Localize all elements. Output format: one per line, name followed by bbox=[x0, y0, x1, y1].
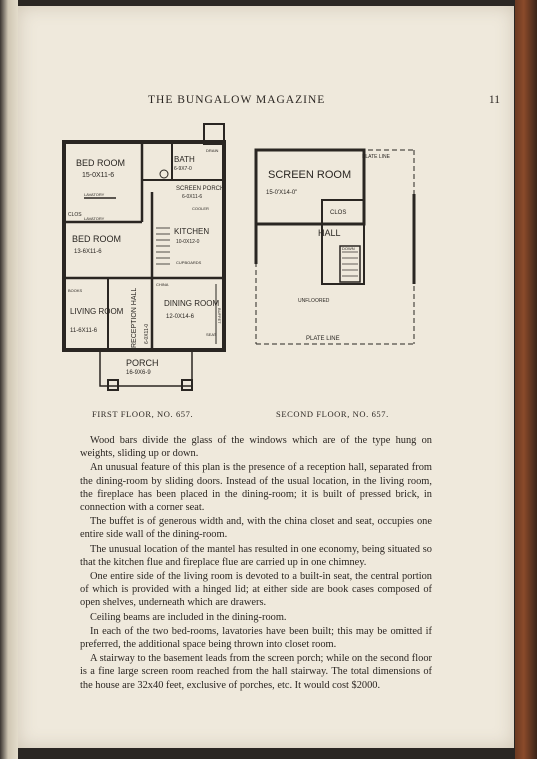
page-number: 11 bbox=[488, 94, 500, 106]
paragraph: A stairway to the basement leads from the screen porch; while on the second floor is a fine large screen room reached from the hall stairway. The total dimensions of the house are 32x40 feet, exclusive of porches, etc. It would cost $2000. bbox=[80, 653, 432, 691]
kitchen-label: KITCHEN bbox=[174, 227, 210, 236]
bath-size: 6-9X7-0 bbox=[174, 166, 192, 172]
bath-label: BATH bbox=[174, 155, 195, 164]
second-floor-plan bbox=[250, 144, 420, 360]
paragraph: Wood bars divide the glass of the windows which are of the type hung on weights, sliding up or down. bbox=[80, 435, 432, 460]
screen-room-label: SCREEN ROOM bbox=[268, 169, 352, 181]
paragraph: In each of the two bed-rooms, lavatories have been built; this may be omitted if preferred, the additional space being thrown into closet room. bbox=[80, 625, 432, 651]
plate-line-top-label: PLATE LINE bbox=[362, 154, 390, 160]
first-floor-drawing bbox=[56, 118, 252, 396]
bedroom1-label: BED ROOM bbox=[76, 158, 126, 168]
plate-line-bottom-label: PLATE LINE bbox=[306, 336, 340, 342]
paragraph: An unusual feature of this plan is the presence of a reception hall, separated from the dining-room by sliding doors. Instead of the usual location, in the living room, the fireplace has been placed in the dining-room; it is built of pressed brick, in connection with a corner seat. bbox=[80, 462, 432, 514]
cupboards-label: CUPBOARDS bbox=[176, 260, 202, 265]
porch-label: PORCH bbox=[126, 358, 159, 368]
bedroom2-label: BED ROOM bbox=[72, 234, 122, 244]
living-room-size: 11-6X11-6 bbox=[70, 328, 98, 334]
books-label: BOOKS bbox=[68, 288, 83, 293]
china-label: CHINA bbox=[156, 282, 169, 287]
seat-label: SEAT bbox=[206, 332, 217, 337]
magazine-page bbox=[18, 6, 514, 748]
screen-room-size: 15-0'X14-0" bbox=[266, 190, 298, 196]
second-floor-caption: SECOND FLOOR, NO. 657. bbox=[276, 409, 389, 419]
book-cover-edge bbox=[515, 0, 537, 759]
buffet-label: BUFFET bbox=[217, 308, 222, 324]
kitchen-size: 10-0X12-0 bbox=[176, 239, 200, 245]
bedroom2-size: 13-6X11-6 bbox=[74, 249, 102, 255]
dining-room-size: 12-0X14-6 bbox=[166, 314, 195, 320]
paragraph: The buffet is of generous width and, with the china closet and seat, occupies one entire side wall of the dining-room. bbox=[80, 516, 432, 541]
stair-down-label: DOWN bbox=[342, 246, 355, 251]
first-floor-plan bbox=[56, 118, 252, 400]
lavatory1-label: LAVATORY bbox=[84, 192, 105, 197]
dining-room-label: DINING ROOM bbox=[164, 299, 220, 308]
paragraph: The unusual location of the mantel has resulted in one economy, being situated so that the kitchen flue and fireplace flue are carried up in one chimney. bbox=[80, 543, 432, 568]
bedroom1-size: 15-0X11-6 bbox=[82, 172, 115, 179]
porch-size: 16-9X6-9 bbox=[126, 370, 151, 376]
screen-porch-size: 6-0X11-6 bbox=[182, 194, 203, 200]
first-floor-caption: FIRST FLOOR, NO. 657. bbox=[92, 409, 194, 419]
page-header bbox=[148, 94, 500, 106]
paragraph: One entire side of the living room is devoted to a built-in seat, the central portion of which is provided with a hinged lid; at either side are book cases composed of open shelves, underneath which are drawers. bbox=[80, 571, 432, 609]
closet-label: CLOS bbox=[330, 210, 347, 216]
magazine-title: THE BUNGALOW MAGAZINE bbox=[148, 94, 326, 106]
drain-label: DRAIN bbox=[206, 148, 219, 153]
reception-hall-size: 6-0X11-0 bbox=[144, 323, 150, 344]
article-body bbox=[80, 434, 432, 693]
hall-label: HALL bbox=[318, 228, 341, 238]
cooler-label: COOLER bbox=[192, 206, 209, 211]
previous-page-edge bbox=[0, 0, 18, 759]
unfloored-label: UNFLOORED bbox=[298, 298, 330, 304]
paragraph: Ceiling beams are included in the dining-room. bbox=[90, 611, 287, 623]
lavatory2-label: LAVATORY bbox=[84, 216, 105, 221]
clos-label: CLOS bbox=[68, 212, 82, 218]
second-floor-drawing bbox=[250, 144, 420, 356]
living-room-label: LIVING ROOM bbox=[70, 307, 124, 316]
screen-porch-label: SCREEN PORCH bbox=[176, 186, 225, 192]
reception-hall-label: RECEPTION HALL bbox=[131, 287, 138, 348]
